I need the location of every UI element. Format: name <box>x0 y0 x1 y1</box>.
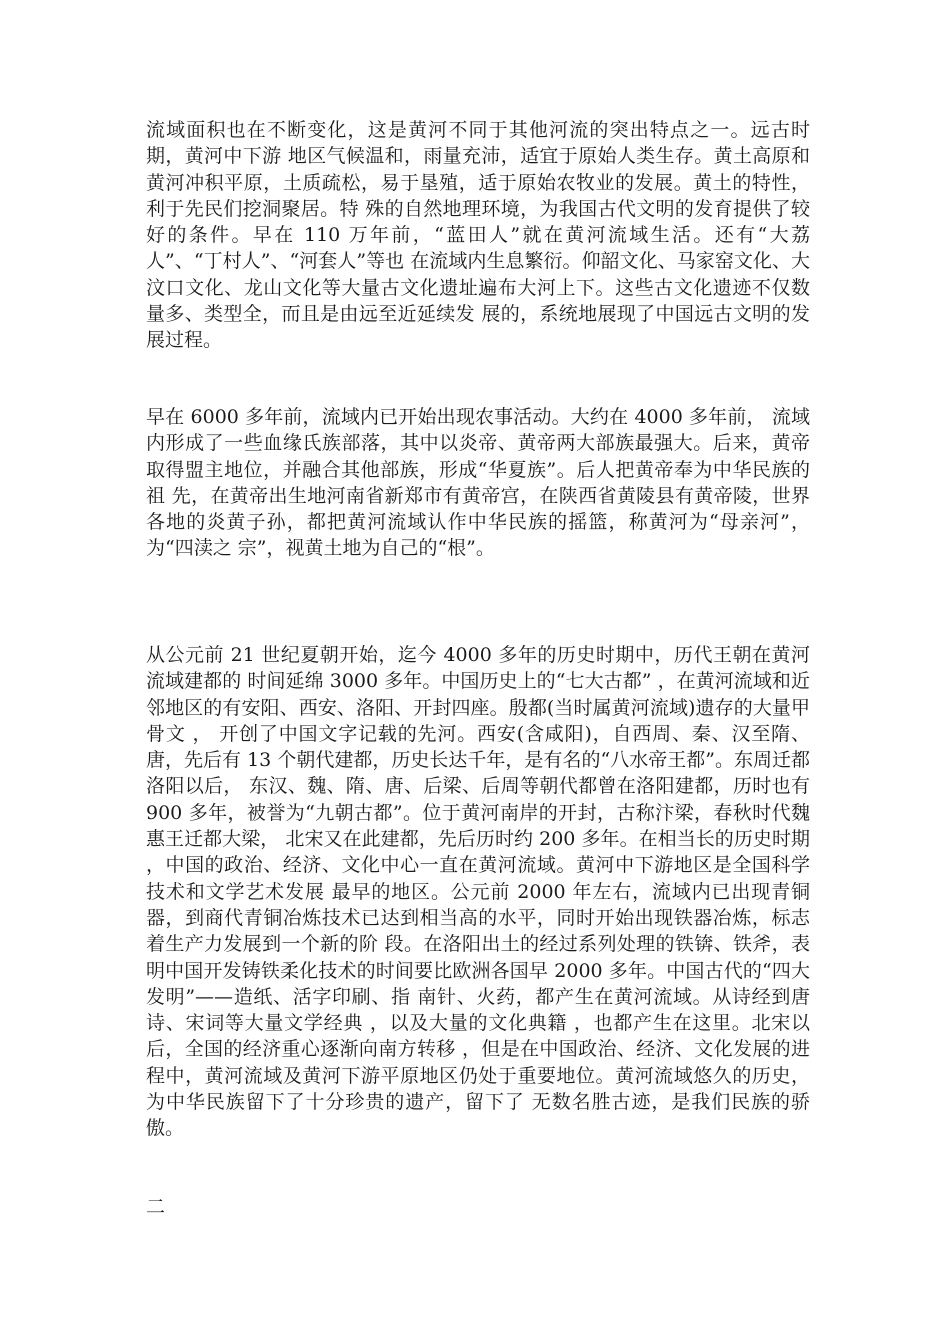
section-number: 二 <box>146 1196 166 1218</box>
paragraph-dynastic-capitals: 从公元前 21 世纪夏朝开始，迄今 4000 多年的历史时期中，历代王朝在黄河流域建都的 时间延绵 3000 多年。中国历史上的“七大古都” ，在黄河流域和近邻地区的有安阳、西安、洛阳、开封四座。殷都(当时属黄河流域)遗存的大量甲骨文 ， 开创了中国文字记载的先河。西安(含咸阳)，自西周、秦、汉至隋、唐，先后有 13 个朝代建都，历史长达千年，是有名的“八水帝王都”。东周迁都洛阳以后， 东汉、魏、隋、唐、后梁、后周等朝代都曾在洛阳建都，历时也有 900 多年，被誉为“九朝古都”。位于黄河南岸的开封，古称汴梁，春秋时代魏惠王迁都大梁， 北宋又在此建都，先后历时约 200 多年。在相当长的历史时期 ，中国的政治、经济、文化中心一直在黄河流域。黄河中下游地区是全国科学技术和文学艺术发展 最早的地区。公元前 2000 年左右，流域内已出现青铜器，到商代青铜冶炼技术已达到相当高的水平，同时开始出现铁器冶炼，标志着生产力发展到一个新的阶 段。在洛阳出土的经过系列处理的铁锛、铁斧，表明中国开发铸铁柔化技术的时间要比欧洲各国早 2000 多年。中国古代的“四大发明”——造纸、活字印刷、指 南针、火药，都产生在黄河流域。从诗经到唐诗、宋词等大量文学经典 ，以及大量的文化典籍 ，也都产生在这里。北宋以后，全国的经济重心逐渐向南方转移 ，但是在中国政治、经济、文化发展的进程中，黄河流域及黄河下游平原地区仍处于重要地位。黄河流域悠久的历史，为中华民族留下了十分珍贵的遗产，留下了 无数名胜古迹，是我们民族的骄傲。 <box>146 644 810 1140</box>
paragraph-yellow-emperor: 早在 6000 多年前，流域内已开始出现农事活动。大约在 4000 多年前， 流域内形成了一些血缘氏族部落，其中以炎帝、黄帝两大部族最强大。后来，黄帝取得盟主地位，并融合其他部族，形成“华夏族”。后人把黄帝奉为中华民族的祖 先，在黄帝出生地河南省新郑市有黄帝宫，在陕西省黄陵县有黄帝陵，世界各地的炎黄子孙，都把黄河流域认作中华民族的摇篮，称黄河为“母亲河”，为“四渎之 宗”，视黄土地为自己的“根”。 <box>146 406 810 560</box>
paragraph-ancient-civilization: 流域面积也在不断变化，这是黄河不同于其他河流的突出特点之一。远古时期，黄河中下游 地区气候温和，雨量充沛，适宜于原始人类生存。黄土高原和黄河冲积平原，土质疏松，易于垦殖，适于原始农牧业的发展。黄土的特性，利于先民们挖洞聚居。特 殊的自然地理环境，为我国古代文明的发育提供了较好的条件。早在 110 万年前，“蓝田人”就在黄河流域生活。还有“大荔人”、“丁村人”、“河套人”等也 在流域内生息繁衍。仰韶文化、马家窑文化、大汶口文化、龙山文化等大量古文化遗址遍布大河上下。这些古文化遗迹不仅数量多、类型全，而且是由远至近延续发 展的，系统地展现了中国远古文明的发展过程。 <box>146 119 810 352</box>
